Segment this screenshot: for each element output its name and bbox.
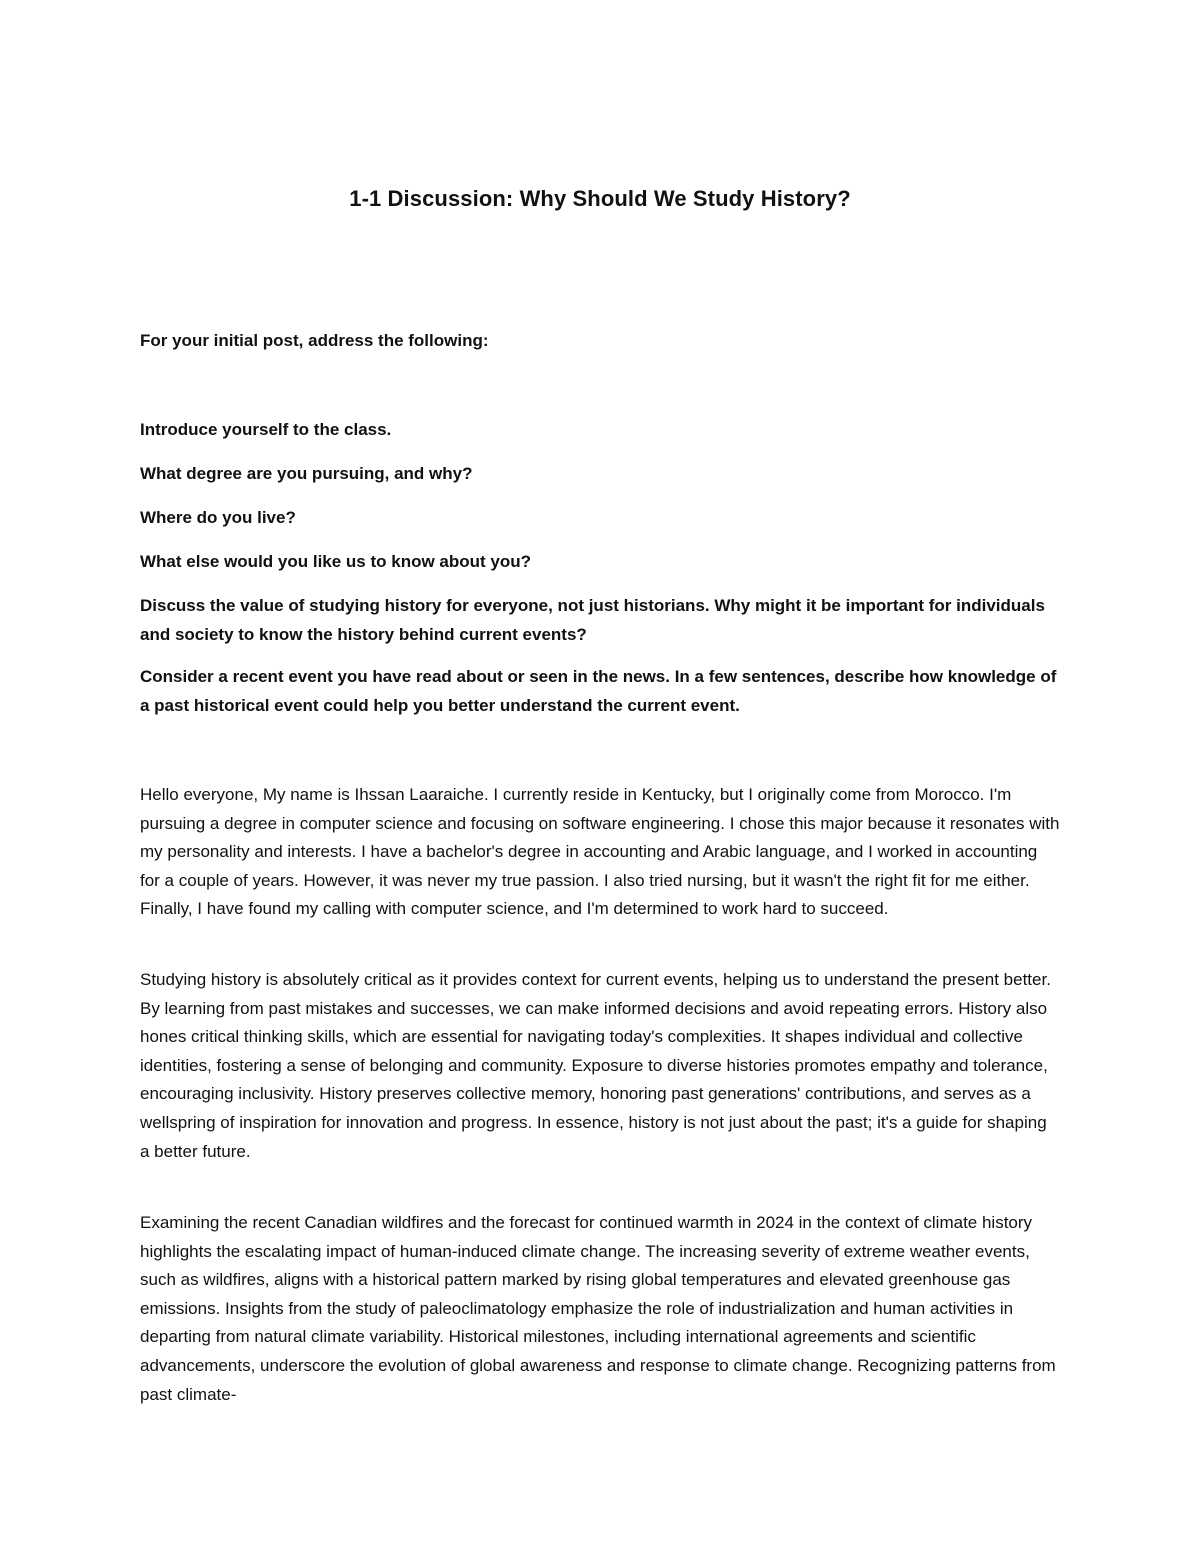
prompt-item-location: Where do you live? xyxy=(140,508,296,527)
response-paragraph-history-value: Studying history is absolutely critical as it provides context for current events, helping us to understand the present better. By learning from past mistakes and successes, we can make informed decisions and avoid repeating errors. History also hones critical thinking skills, which are essential for navigating today's complexities. It shapes individual and collective identities, fostering a sense of belonging and community. Exposure to diverse histories promotes empathy and tolerance, encouraging inclusivity. History preserves collective memory, honoring past generations' contributions, and serves as a wellspring of inspiration for innovation and progress. In essence, history is not just about the past; it's a guide for shaping a better future. xyxy=(140,970,1051,1161)
prompt-item-introduce: Introduce yourself to the class. xyxy=(140,420,392,439)
page-title: 1-1 Discussion: Why Should We Study History? xyxy=(349,186,851,211)
response-paragraph-intro: Hello everyone, My name is Ihssan Laaraiche. I currently reside in Kentucky, but I originally come from Morocco. I'm pursuing a degree in computer science and focusing on software engineering. I chose this major because it resonates with my personality and interests. I have a bachelor's degree in accounting and Arabic language, and I worked in accounting for a couple of years. However, it was never my true passion. I also tried nursing, but it wasn't the right fit for me either. Finally, I have found my calling with computer science, and I'm determined to work hard to succeed. xyxy=(140,785,1060,919)
prompt-item-degree: What degree are you pursuing, and why? xyxy=(140,464,473,483)
prompt-item-about-you: What else would you like us to know about you? xyxy=(140,552,532,571)
prompt-item-value-of-history: Discuss the value of studying history for everyone, not just historians. Why might it be important for individuals and society to know the history behind current events? xyxy=(140,596,1045,644)
prompt-intro: For your initial post, address the following: xyxy=(140,331,489,350)
response-paragraph-current-event: Examining the recent Canadian wildfires and the forecast for continued warmth in 2024 in the context of climate history highlights the escalating impact of human-induced climate change. The increasing severity of extreme weather events, such as wildfires, aligns with a historical pattern marked by rising global temperatures and elevated greenhouse gas emissions. Insights from the study of paleoclimatology emphasize the role of industrialization and human activities in departing from natural climate variability. Historical milestones, including international agreements and scientific advancements, underscore the evolution of global awareness and response to climate change. Recognizing patterns from past climate- xyxy=(140,1213,1056,1404)
prompt-item-recent-event: Consider a recent event you have read about or seen in the news. In a few sentences, describe how knowledge of a past historical event could help you better understand the current event. xyxy=(140,667,1057,715)
